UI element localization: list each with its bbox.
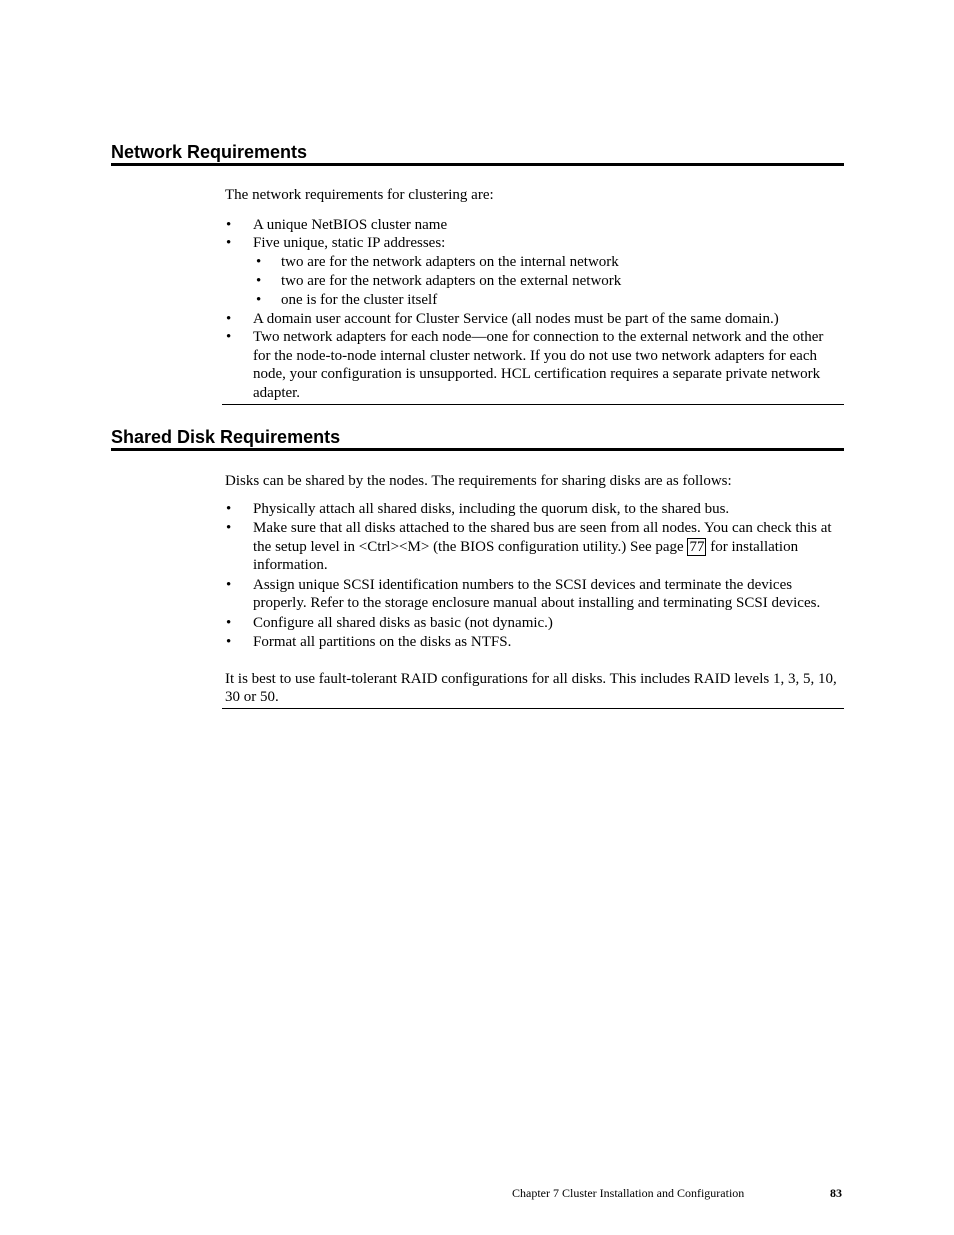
list-item: [222, 234, 844, 310]
list-item: [222, 519, 844, 575]
list-item: • Physically attach all shared disks, including the quorum disk, to the shared bus.: [222, 500, 844, 519]
list-item-text: for installation information.: [253, 538, 799, 573]
list-item: • Configure all shared disks as basic (not dynamic.): [222, 614, 844, 633]
shared-disk-intro: Disks can be shared by the nodes. The requirements for sharing disks are as follows:: [225, 473, 732, 489]
footer-chapter-title: Chapter 7 Cluster Installation and Configuration: [512, 1186, 745, 1200]
list-item: • A unique NetBIOS cluster name: [222, 216, 844, 235]
list-item: • A domain user account for Cluster Service (all nodes must be part of the same domain.): [222, 310, 844, 329]
list-item-text: Five unique, static IP addresses:: [253, 235, 446, 251]
section-heading-shared-disk: Shared Disk Requirements: [111, 426, 844, 451]
list-item-text: Make sure that all disks attached to the shared bus are seen from all nodes. You can check this at the setup level in <Ctrl><M> (the BIOS configuration utility.) See page: [253, 520, 832, 555]
network-intro: The network requirements for clustering are:: [225, 187, 494, 203]
sublist-item: • one is for the cluster itself: [253, 291, 844, 310]
raid-recommendation: It is best to use fault-tolerant RAID configurations for all disks. This includes RAID levels 1, 3, 5, 10, 30 or 50.: [225, 670, 837, 705]
section-heading-network: Network Requirements: [111, 141, 844, 166]
ip-address-sublist: [253, 253, 844, 310]
list-item: • Two network adapters for each node—one for connection to the external network and the other for the node-to-node internal cluster network. If you do not use two network adapters for each node, your configuration is unsupported. HCL certification requires a separate private network adapter.: [222, 328, 844, 402]
network-requirements-list: [222, 216, 844, 406]
page-number: 83: [830, 1186, 842, 1200]
shared-disk-section-body: [222, 472, 844, 709]
list-item: • Assign unique SCSI identification numbers to the SCSI devices and terminate the devices properly. Refer to the storage enclosure manual about installing and terminating SCSI devices.: [222, 576, 844, 613]
network-section-body: [222, 186, 844, 405]
shared-disk-requirements-list: [222, 500, 844, 652]
sublist-item: • two are for the network adapters on the internal network: [253, 253, 844, 272]
sublist-item: • two are for the network adapters on the external network: [253, 272, 844, 291]
list-item: • Format all partitions on the disks as NTFS.: [222, 633, 844, 652]
page-reference-link[interactable]: 77: [689, 538, 705, 555]
